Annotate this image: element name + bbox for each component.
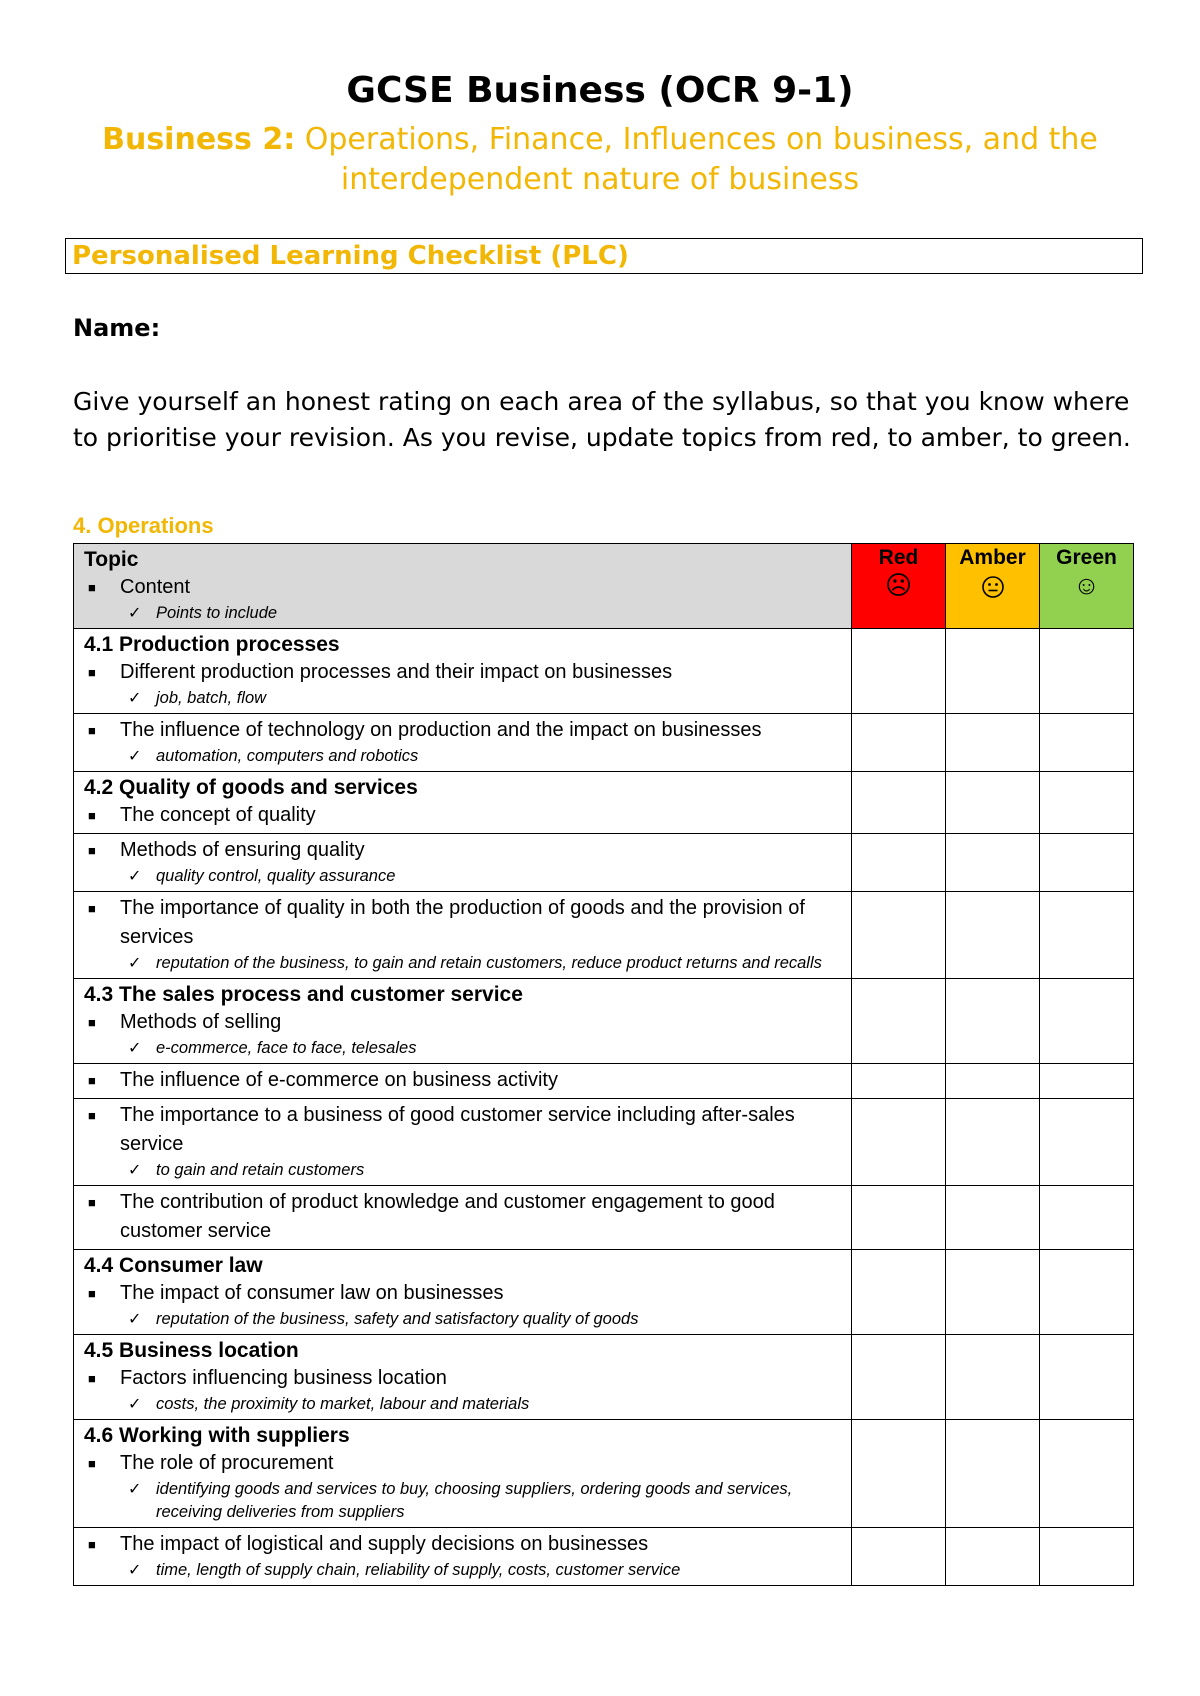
table-row xyxy=(74,1528,1134,1586)
points-line xyxy=(84,1037,841,1060)
rating-cell-amber[interactable] xyxy=(946,1186,1040,1250)
table-row xyxy=(74,629,1134,714)
neutral-face-icon xyxy=(956,572,1029,599)
header-amber-cell xyxy=(946,544,1040,629)
content-text: Different production processes and their impact on businesses xyxy=(120,661,673,683)
content-bullet xyxy=(84,716,841,745)
header-amber-label: Amber xyxy=(959,546,1026,569)
points-text: identifying goods and services to buy, choosing suppliers, ordering goods and services, receiving deliveries from suppliers xyxy=(156,1480,793,1521)
intro-paragraph: Give yourself an honest rating on each area of the syllabus, so that you know where to prioritise your revision. As you revise, update topics from red, to amber, to green. xyxy=(73,387,1131,452)
header-points-label: Points to include xyxy=(156,604,278,622)
rating-cell-amber[interactable] xyxy=(946,1099,1040,1186)
rating-cell-amber[interactable] xyxy=(946,1420,1040,1528)
rating-cell-red[interactable] xyxy=(852,772,946,834)
document-subtitle xyxy=(60,120,1140,200)
rating-cell-amber[interactable] xyxy=(946,892,1040,979)
topic-cell xyxy=(74,834,852,892)
square-bullet-icon: ■ xyxy=(88,1456,96,1471)
square-bullet-icon: ■ xyxy=(88,580,96,595)
rating-cell-red[interactable] xyxy=(852,1099,946,1186)
header-red-cell xyxy=(852,544,946,629)
check-icon: ✓ xyxy=(128,1562,142,1579)
content-bullet xyxy=(84,1066,841,1095)
checklist-table xyxy=(73,543,1134,1586)
points-text: job, batch, flow xyxy=(156,689,267,707)
topic-cell xyxy=(74,979,852,1064)
topic-heading: 4.2 Quality of goods and services xyxy=(84,776,418,799)
square-bullet-icon: ■ xyxy=(88,901,96,916)
check-icon: ✓ xyxy=(128,1396,142,1413)
check-icon: ✓ xyxy=(128,955,142,972)
content-text: The impact of logistical and supply decisions on businesses xyxy=(120,1533,649,1555)
topic-cell xyxy=(74,1186,852,1250)
rating-cell-red[interactable] xyxy=(852,1250,946,1335)
rating-cell-red[interactable] xyxy=(852,1186,946,1250)
header-topic-label: Topic xyxy=(84,548,139,571)
topic-cell xyxy=(74,629,852,714)
points-text: reputation of the business, safety and satisfactory quality of goods xyxy=(156,1310,639,1328)
square-bullet-icon: ■ xyxy=(88,1195,96,1210)
topic-heading: 4.6 Working with suppliers xyxy=(84,1424,350,1447)
rating-cell-red[interactable] xyxy=(852,629,946,714)
rating-cell-green[interactable] xyxy=(1040,1335,1134,1420)
topic-cell xyxy=(74,1064,852,1099)
rating-cell-green[interactable] xyxy=(1040,714,1134,772)
content-text: The importance of quality in both the production of goods and the provision of services xyxy=(120,897,805,948)
rating-cell-red[interactable] xyxy=(852,979,946,1064)
rating-cell-red[interactable] xyxy=(852,834,946,892)
content-text: The concept of quality xyxy=(120,804,316,826)
topic-heading: 4.3 The sales process and customer service xyxy=(84,983,523,1006)
check-icon: ✓ xyxy=(128,748,142,765)
points-line xyxy=(84,952,841,975)
header-red-label: Red xyxy=(878,546,919,569)
rating-cell-green[interactable] xyxy=(1040,979,1134,1064)
content-text: The impact of consumer law on businesses xyxy=(120,1282,504,1304)
square-bullet-icon: ■ xyxy=(88,1015,96,1030)
topic-cell xyxy=(74,772,852,834)
points-text: time, length of supply chain, reliability of supply, costs, customer service xyxy=(156,1561,681,1579)
square-bullet-icon: ■ xyxy=(88,665,96,680)
content-bullet xyxy=(84,1364,841,1393)
check-icon: ✓ xyxy=(128,1162,142,1179)
check-icon: ✓ xyxy=(128,868,142,885)
points-line xyxy=(84,745,841,768)
square-bullet-icon: ■ xyxy=(88,1371,96,1386)
content-bullet xyxy=(84,1188,841,1246)
content-text: The role of procurement xyxy=(120,1452,334,1474)
content-bullet xyxy=(84,1101,841,1159)
check-icon: ✓ xyxy=(128,605,142,622)
rating-cell-red[interactable] xyxy=(852,1064,946,1099)
topic-heading: 4.5 Business location xyxy=(84,1339,299,1362)
points-text: e-commerce, face to face, telesales xyxy=(156,1039,417,1057)
rating-cell-amber[interactable] xyxy=(946,629,1040,714)
content-bullet xyxy=(84,1530,841,1559)
content-bullet xyxy=(84,1008,841,1037)
document-title: GCSE Business (OCR 9-1) xyxy=(346,70,854,111)
check-icon: ✓ xyxy=(128,1040,142,1057)
content-bullet xyxy=(84,1279,841,1308)
topic-cell xyxy=(74,1420,852,1528)
subtitle-text: Operations, Finance, Influences on business, and the interdependent nature of business xyxy=(304,122,1098,197)
topic-cell xyxy=(74,1335,852,1420)
content-bullet xyxy=(84,894,841,952)
check-icon: ✓ xyxy=(128,1311,142,1328)
rating-cell-red[interactable] xyxy=(852,1420,946,1528)
rating-cell-amber[interactable] xyxy=(946,1528,1040,1586)
table-row xyxy=(74,892,1134,979)
content-text: Methods of selling xyxy=(120,1011,282,1033)
rating-cell-green[interactable] xyxy=(1040,1250,1134,1335)
plc-title: Personalised Learning Checklist (PLC) xyxy=(72,241,629,271)
table-row xyxy=(74,772,1134,834)
topic-heading: 4.1 Production processes xyxy=(84,633,340,656)
square-bullet-icon: ■ xyxy=(88,1108,96,1123)
section-heading: 4. Operations xyxy=(73,513,214,538)
topic-cell xyxy=(74,1099,852,1186)
points-line xyxy=(84,1308,841,1331)
points-line xyxy=(84,1478,841,1524)
points-text: automation, computers and robotics xyxy=(156,747,419,765)
content-bullet xyxy=(84,836,841,865)
table-row xyxy=(74,1335,1134,1420)
rating-cell-amber[interactable] xyxy=(946,1064,1040,1099)
header-green-label: Green xyxy=(1056,546,1117,569)
content-text: The influence of e-commerce on business activity xyxy=(120,1069,558,1091)
rating-cell-green[interactable] xyxy=(1040,1064,1134,1099)
rating-cell-red[interactable] xyxy=(852,1528,946,1586)
table-row xyxy=(74,1420,1134,1528)
points-line xyxy=(84,687,841,710)
points-text: quality control, quality assurance xyxy=(156,867,396,885)
topic-cell xyxy=(74,1250,852,1335)
table-row xyxy=(74,834,1134,892)
check-icon: ✓ xyxy=(128,690,142,707)
points-text: costs, the proximity to market, labour and materials xyxy=(156,1395,530,1413)
rating-cell-red[interactable] xyxy=(852,714,946,772)
rating-cell-amber[interactable] xyxy=(946,834,1040,892)
header-green-cell xyxy=(1040,544,1134,629)
square-bullet-icon: ■ xyxy=(88,843,96,858)
rating-cell-amber[interactable] xyxy=(946,979,1040,1064)
points-line xyxy=(84,1393,841,1416)
points-line xyxy=(84,1559,841,1582)
header-points-line xyxy=(84,602,841,625)
subtitle-prefix: Business 2: xyxy=(102,122,296,157)
rating-cell-green[interactable] xyxy=(1040,1186,1134,1250)
rating-cell-amber[interactable] xyxy=(946,1250,1040,1335)
topic-cell xyxy=(74,714,852,772)
table-row xyxy=(74,979,1134,1064)
sad-face-icon: ☹ xyxy=(884,570,913,600)
smile-face-icon: ☺ xyxy=(1073,570,1100,600)
table-row xyxy=(74,1250,1134,1335)
header-content-label: Content xyxy=(120,576,191,598)
table-row xyxy=(74,714,1134,772)
square-bullet-icon: ■ xyxy=(88,1073,96,1088)
points-line xyxy=(84,1159,841,1182)
rating-cell-green[interactable] xyxy=(1040,1528,1134,1586)
rating-cell-green[interactable] xyxy=(1040,1420,1134,1528)
square-bullet-icon: ■ xyxy=(88,1537,96,1552)
table-row xyxy=(74,1064,1134,1099)
content-text: Factors influencing business location xyxy=(120,1367,447,1389)
topic-cell xyxy=(74,892,852,979)
content-text: Methods of ensuring quality xyxy=(120,839,365,861)
content-text: The influence of technology on production and the impact on businesses xyxy=(120,719,762,741)
square-bullet-icon: ■ xyxy=(88,723,96,738)
square-bullet-icon: ■ xyxy=(88,1286,96,1301)
points-text: reputation of the business, to gain and retain customers, reduce product returns and recalls xyxy=(156,954,822,972)
rating-cell-amber[interactable] xyxy=(946,1335,1040,1420)
content-text: The importance to a business of good customer service including after-sales service xyxy=(120,1104,795,1155)
rating-cell-amber[interactable] xyxy=(946,772,1040,834)
plc-title-box xyxy=(65,238,1143,274)
content-text: The contribution of product knowledge and customer engagement to good customer service xyxy=(120,1191,775,1242)
check-icon: ✓ xyxy=(128,1481,142,1498)
rating-cell-red[interactable] xyxy=(852,892,946,979)
table-body xyxy=(74,629,1134,1586)
square-bullet-icon: ■ xyxy=(88,808,96,823)
rating-cell-green[interactable] xyxy=(1040,629,1134,714)
header-topic-cell xyxy=(74,544,852,629)
rating-cell-green[interactable] xyxy=(1040,1099,1134,1186)
points-text: to gain and retain customers xyxy=(156,1161,365,1179)
topic-cell xyxy=(74,1528,852,1586)
content-bullet xyxy=(84,658,841,687)
rating-cell-green[interactable] xyxy=(1040,772,1134,834)
content-bullet xyxy=(84,801,841,830)
table-row xyxy=(74,1099,1134,1186)
table-header-row xyxy=(74,544,1134,629)
content-bullet xyxy=(84,1449,841,1478)
points-line xyxy=(84,865,841,888)
name-label: Name: xyxy=(73,314,161,342)
table-row xyxy=(74,1186,1134,1250)
rating-cell-green[interactable] xyxy=(1040,834,1134,892)
rating-cell-amber[interactable] xyxy=(946,714,1040,772)
rating-cell-red[interactable] xyxy=(852,1335,946,1420)
rating-cell-green[interactable] xyxy=(1040,892,1134,979)
header-content-bullet xyxy=(84,573,841,602)
topic-heading: 4.4 Consumer law xyxy=(84,1254,263,1277)
